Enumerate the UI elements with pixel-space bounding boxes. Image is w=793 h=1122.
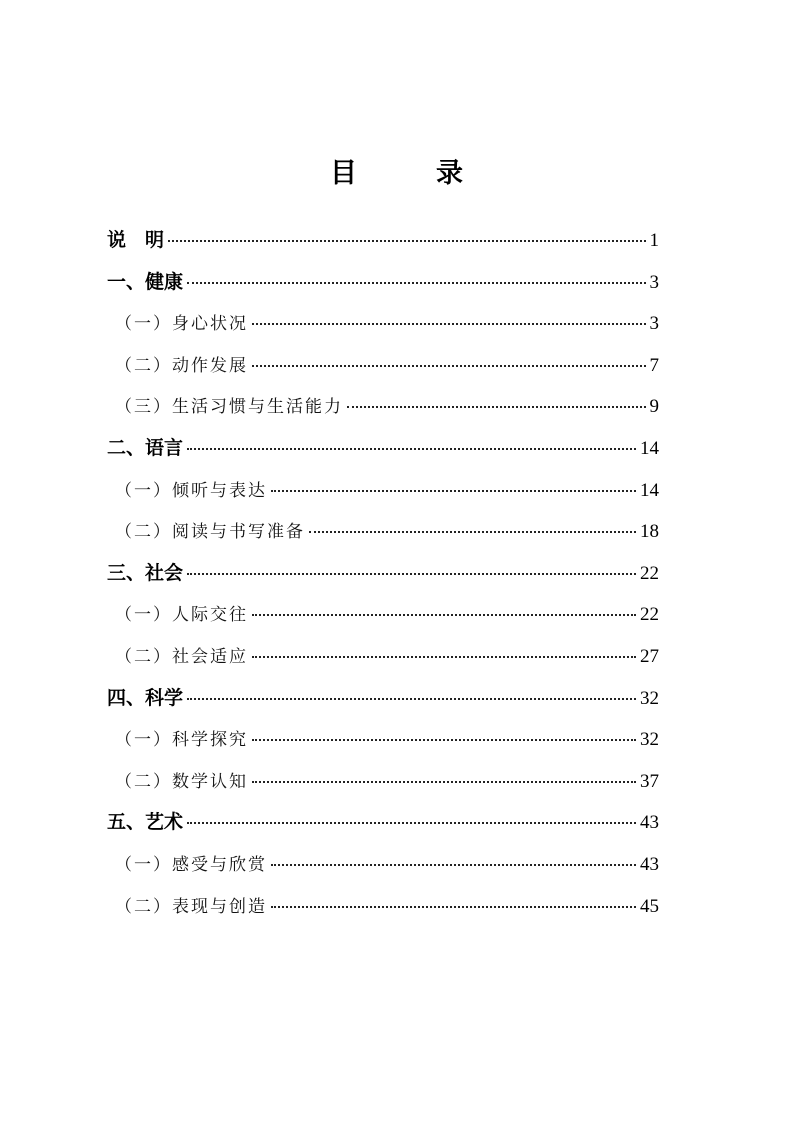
toc-entry-label: （二）社会适应	[115, 646, 248, 667]
toc-dot-leader	[309, 531, 636, 533]
toc-title: 目 录	[330, 158, 489, 189]
toc-dot-leader	[252, 739, 636, 741]
toc-entry[interactable]	[107, 511, 659, 553]
toc-entry[interactable]	[107, 594, 659, 636]
toc-entry-page-number: 27	[640, 645, 659, 667]
toc-dot-leader	[252, 656, 636, 658]
toc-entry-label: （一）身心状况	[115, 314, 248, 335]
toc-entry-label: 三、社会	[107, 561, 184, 584]
toc-entry-page-number: 1	[649, 230, 659, 251]
toc-entry-page-number: 43	[640, 812, 659, 834]
toc-entry-label: 五、艺术	[107, 811, 184, 834]
toc-entry-page-number: 32	[640, 729, 659, 751]
toc-entry[interactable]	[107, 761, 659, 803]
toc-entry-label: （三）生活习惯与生活能力	[115, 397, 343, 418]
toc-entry[interactable]	[107, 220, 659, 262]
toc-entry-page-number: 22	[640, 604, 659, 626]
toc-entry[interactable]	[107, 553, 659, 595]
toc-entry-label: 一、健康	[107, 270, 184, 293]
toc-entry-label: （二）表现与创造	[115, 896, 267, 917]
toc-entry-page-number: 22	[640, 562, 659, 584]
toc-dot-leader	[187, 573, 636, 575]
toc-entry-page-number: 37	[640, 770, 659, 792]
toc-dot-leader	[187, 282, 645, 284]
toc-entry-page-number: 14	[640, 437, 659, 459]
toc-dot-leader	[271, 906, 636, 908]
toc-entry-page-number: 3	[649, 313, 659, 335]
toc-list	[107, 220, 659, 927]
toc-entry[interactable]	[107, 802, 659, 844]
toc-dot-leader	[271, 490, 636, 492]
toc-entry-label: （二）阅读与书写准备	[115, 522, 305, 543]
toc-entry[interactable]	[107, 345, 659, 387]
toc-entry-page-number: 45	[640, 895, 659, 917]
toc-entry[interactable]	[107, 386, 659, 428]
toc-entry-page-number: 9	[649, 396, 659, 418]
toc-entry-page-number: 7	[649, 354, 659, 376]
toc-dot-leader	[168, 240, 645, 242]
toc-entry-label: （一）科学探究	[115, 730, 248, 751]
toc-entry[interactable]	[107, 262, 659, 304]
toc-entry[interactable]	[107, 678, 659, 720]
toc-entry[interactable]	[107, 844, 659, 886]
toc-dot-leader	[187, 698, 636, 700]
toc-entry-label: （一）感受与欣赏	[115, 854, 267, 875]
toc-entry-label: 说 明	[107, 229, 165, 251]
toc-entry-label: （二）数学认知	[115, 771, 248, 792]
toc-dot-leader	[187, 448, 636, 450]
toc-entry-label: 四、科学	[107, 686, 184, 709]
toc-entry-page-number: 14	[640, 479, 659, 501]
toc-entry[interactable]	[107, 636, 659, 678]
toc-entry-page-number: 3	[649, 271, 659, 293]
toc-entry[interactable]	[107, 303, 659, 345]
toc-entry-page-number: 43	[640, 853, 659, 875]
toc-entry[interactable]	[107, 886, 659, 928]
toc-dot-leader	[271, 864, 636, 866]
toc-dot-leader	[187, 822, 636, 824]
toc-entry-label: 二、语言	[107, 436, 184, 459]
toc-entry[interactable]	[107, 470, 659, 512]
toc-entry-label: （一）倾听与表达	[115, 480, 267, 501]
toc-entry[interactable]	[107, 719, 659, 761]
toc-entry-label: （二）动作发展	[115, 355, 248, 376]
toc-entry-label: （一）人际交往	[115, 605, 248, 626]
toc-dot-leader	[252, 781, 636, 783]
toc-entry[interactable]	[107, 428, 659, 470]
toc-entry-page-number: 32	[640, 687, 659, 709]
toc-dot-leader	[347, 406, 646, 408]
toc-dot-leader	[252, 614, 636, 616]
toc-dot-leader	[252, 365, 646, 367]
toc-entry-page-number: 18	[640, 521, 659, 543]
toc-dot-leader	[252, 323, 646, 325]
